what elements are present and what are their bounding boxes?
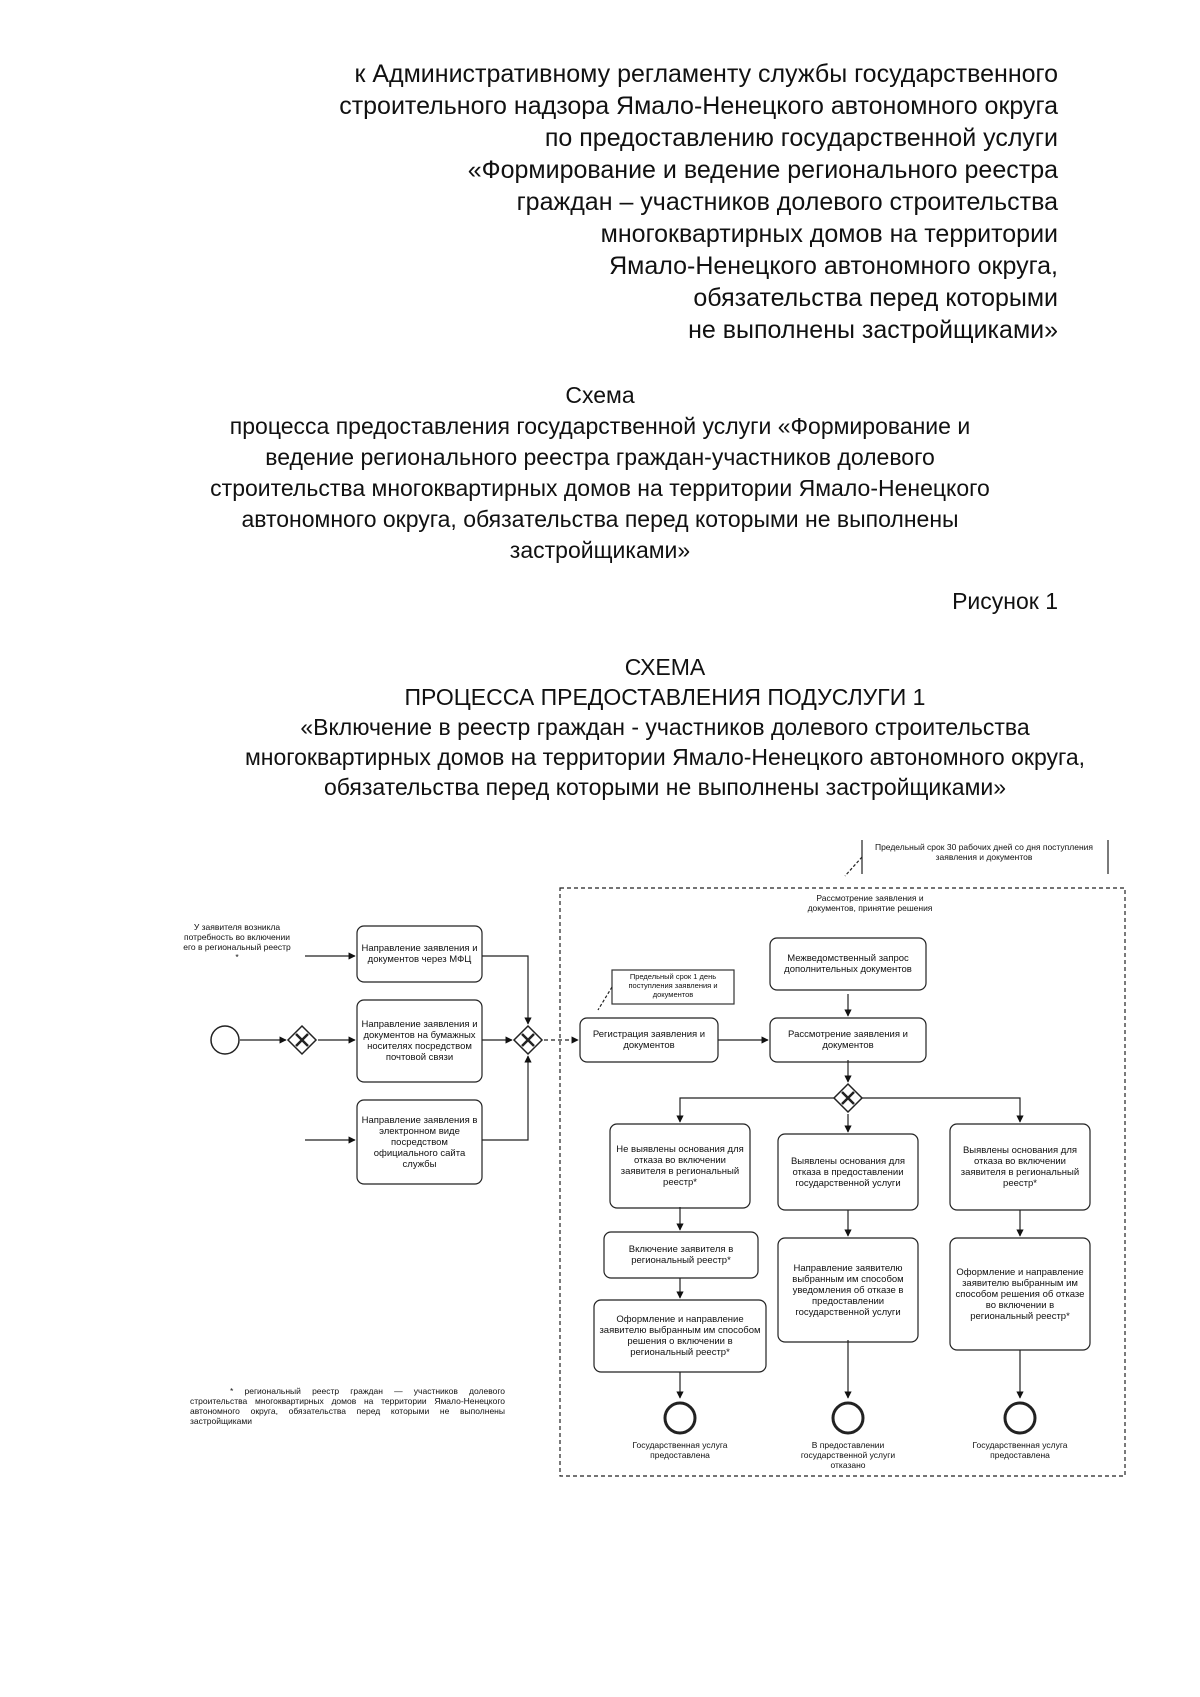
task-decision-include: Оформление и направление заявителю выбранным им способом решения о включении в региональный реестр* [599,1314,761,1358]
subservice-line: многоквартирных домов на территории Ямало-Ненецкого автономного округа, [244,744,1086,770]
header-line: не выполнены застройщиками» [688,316,1058,344]
task-decision-refuse: Оформление и направление заявителю выбранным им способом решения об отказе во включении в региональный реестр* [955,1266,1085,1322]
task-submit-online: Направление заявления в электронном виде посредством официального сайта службы [361,1114,478,1170]
header-line: к Административному регламенту службы государственного [354,60,1058,88]
end-label-granted-1: Государственная услуга предоставлена [632,1440,728,1460]
header-line: строительного надзора Ямало-Ненецкого автономного округа [339,92,1058,120]
figure-label: Рисунок 1 [952,588,1058,614]
header-line: многоквартирных домов на территории [600,220,1058,248]
end-event-granted-2 [1005,1403,1035,1433]
deadline-note: Предельный срок 30 рабочих дней со дня поступления заявления и документов [874,842,1094,862]
start-note: У заявителя возникла потребность во включении его в региональный реестр * [183,922,291,962]
task-submit-mfc: Направление заявления и документов через МФЦ [361,943,478,965]
schema-line: строительства многоквартирных домов на территории Ямало-Ненецкого [210,475,990,501]
end-label-granted-2: Государственная услуга предоставлена [972,1440,1068,1460]
subservice-line: «Включение в реестр граждан - участников долевого строительства [300,714,1030,740]
header-line: обязательства перед которыми [693,284,1058,312]
schema-title: Схема [565,382,635,408]
subservice-line: ПРОЦЕССА ПРЕДОСТАВЛЕНИЯ ПОДУСЛУГИ 1 [404,684,926,710]
task-branch-refusal-service: Выявлены основания для отказа в предоставлении государственной услуги [790,1155,906,1189]
lane-title: Рассмотрение заявления и документов, принятие решения [807,893,933,913]
schema-line: застройщиками» [509,537,691,563]
task-interagency-request: Межведомственный запрос дополнительных документов [784,953,912,975]
task-submit-post: Направление заявления и документов на бумажных носителях посредством почтовой связи [361,1019,478,1063]
end-event-granted-1 [665,1403,695,1433]
task-branch-refusal-inclusion: Выявлены основания для отказа во включении заявителя в региональный реестр* [960,1145,1080,1189]
schema-line: автономного округа, обязательства перед которыми не выполнены [241,506,959,532]
header-line: граждан – участников долевого строительства [516,188,1058,216]
start-event [211,1026,239,1054]
header-line: Ямало-Ненецкого автономного округа, [609,252,1058,280]
task-notify-refusal: Направление заявителю выбранным им способом уведомления об отказе в предоставлении государственной услуги [792,1262,904,1318]
task-review: Рассмотрение заявления и документов [788,1029,908,1051]
end-label-refused: В предоставлении государственной услуги отказано [800,1440,896,1470]
header-line: «Формирование и ведение регионального реестра [467,156,1058,184]
schema-line: ведение регионального реестра граждан-участников долевого [265,444,935,470]
header-line: по предоставлению государственной услуги [544,124,1058,152]
schema-line: процесса предоставления государственной услуги «Формирование и [229,413,971,439]
footnote: * региональный реестр граждан — участников долевого строительства многоквартирных домов на территории Ямало-Ненецкого автономного округа, обязательства перед которыми не выполнены застройщиками [190,1386,505,1426]
task-inclusion: Включение заявителя в региональный реестр* [628,1244,734,1266]
task-branch-no-grounds: Не выявлены основания для отказа во включении заявителя в региональный реестр* [616,1144,744,1188]
end-event-refused [833,1403,863,1433]
task-registration: Регистрация заявления и документов [592,1029,706,1051]
subservice-line: СХЕМА [624,654,706,680]
reg-deadline-note: Предельный срок 1 день поступления заявления и документов [628,972,718,999]
subservice-line: обязательства перед которыми не выполнены застройщиками» [323,774,1007,800]
